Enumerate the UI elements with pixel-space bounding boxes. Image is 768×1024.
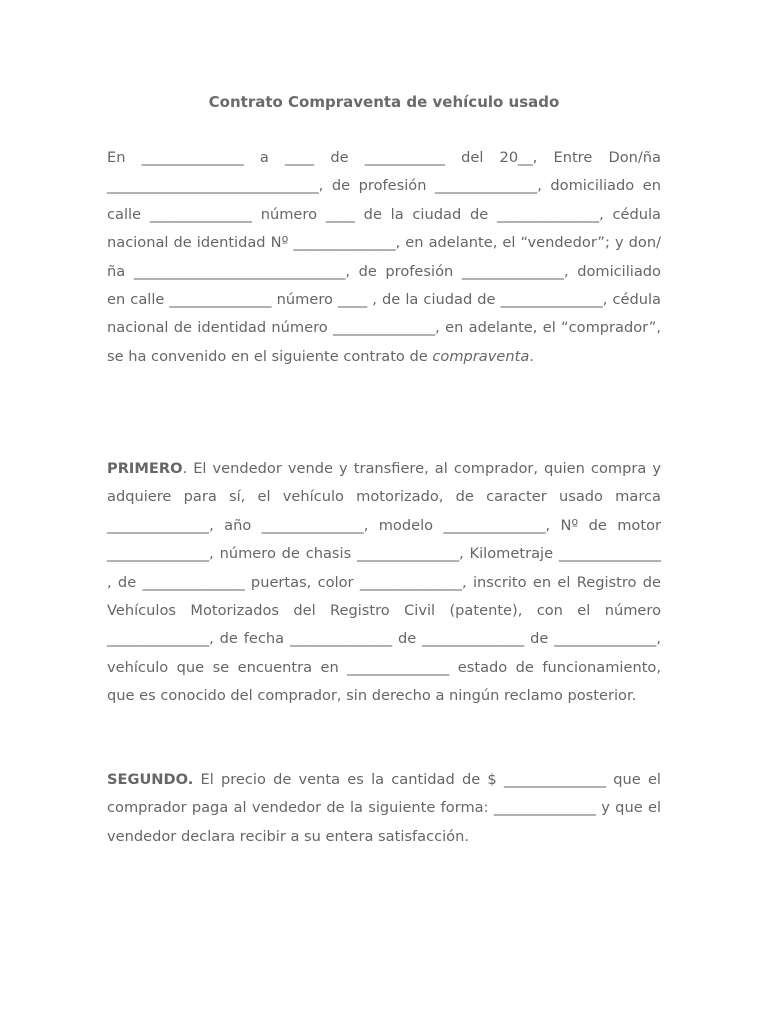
first-clause-heading: PRIMERO: [107, 460, 183, 477]
intro-text: En ______________ a ____ de ___________ del 20__, Entre Don/ña _____________________________, de profesión ______________, domiciliado en calle ______________ número ____ de la ciudad de ______________, cédula nacional de identidad Nº ______________, en adelante, el “vendedor”; y don/ña _____________________________, de profesión ______________, domiciliado en calle ______________ número ____ , de la ciudad de ______________, cédula nacional de identidad número ______________, en adelante, el “comprador”, se ha convenido en el siguiente contrato de: [107, 149, 661, 365]
intro-paragraph: [107, 144, 661, 371]
second-clause-heading: SEGUNDO.: [107, 771, 194, 788]
intro-emphasis: compraventa: [432, 347, 530, 365]
first-clause-text: . El vendedor vende y transfiere, al comprador, quien compra y adquiere para sí, el vehículo motorizado, de caracter usado marca ______________, año ______________, modelo ______________, Nº de motor ______________, número de chasis ______________, Kilometraje ______________ , de ______________ puertas, color ______________, inscrito en el Registro de Vehículos Motorizados del Registro Civil (patente), con el número ______________, de fecha ______________ de ______________ de ______________, vehículo que se encuentra en ______________ estado de funcionamiento, que es conocido del comprador, sin derecho a ningún reclamo posterior.: [107, 460, 661, 705]
first-clause-paragraph: [107, 455, 661, 711]
second-clause-text: El precio de venta es la cantidad de $ ______________ que el comprador paga al vendedor de la siguiente forma: ______________ y que el vendedor declara recibir a su entera satisfacción.: [107, 771, 661, 845]
document-title: Contrato Compraventa de vehículo usado: [208, 93, 560, 111]
intro-text-end: .: [529, 347, 534, 365]
second-clause-paragraph: [107, 766, 661, 851]
